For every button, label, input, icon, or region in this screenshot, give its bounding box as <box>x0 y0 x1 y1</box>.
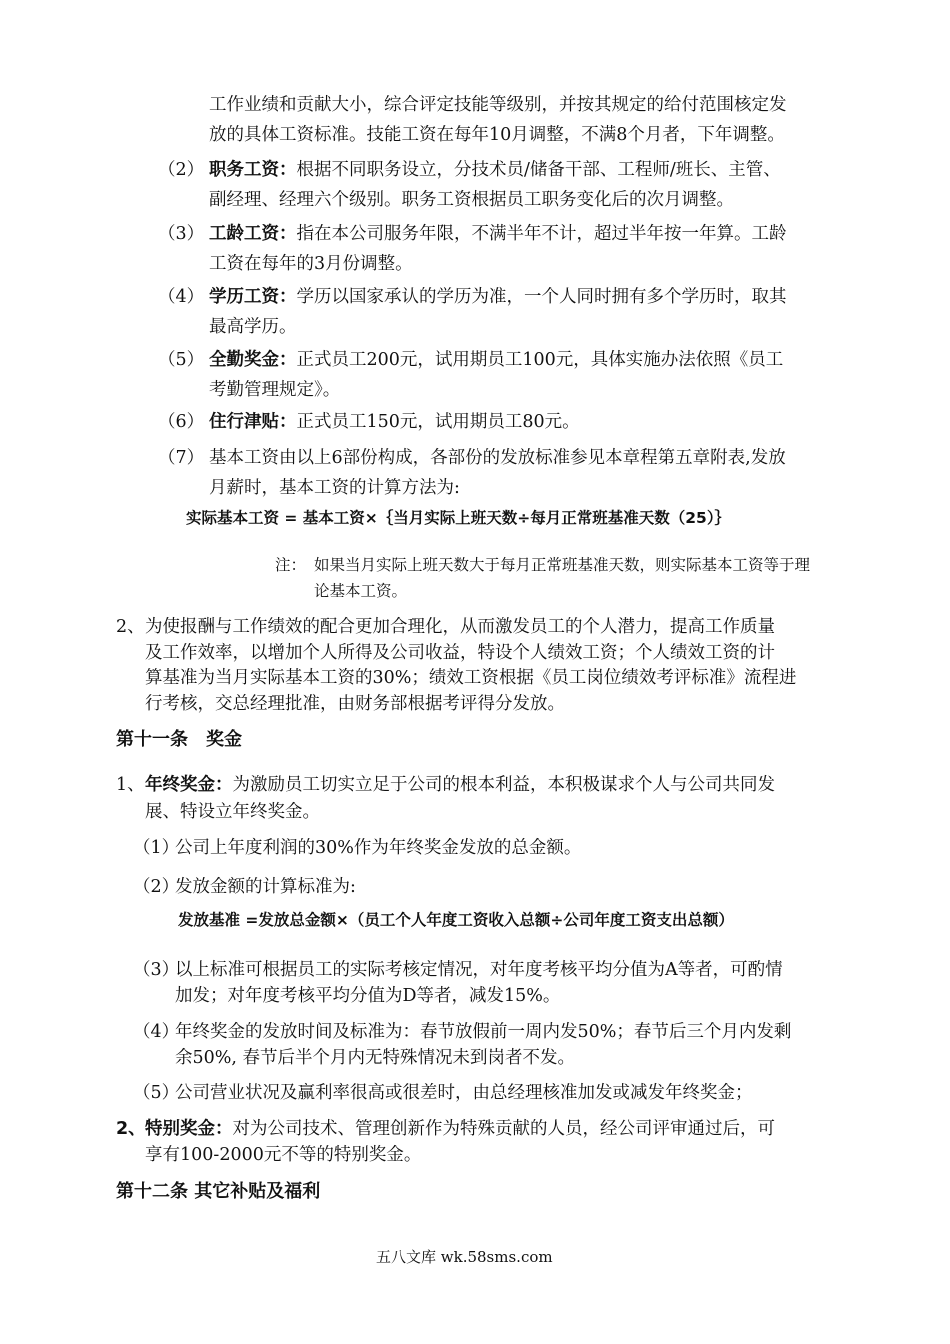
item-title: 职务工资： <box>209 160 297 180</box>
item-text-line2: 考勤管理规定》。 <box>209 380 341 400</box>
sub-number: （3） <box>133 960 180 980</box>
footer-watermark: 五八文库 wk.58sms.com <box>376 1248 553 1266</box>
item-text: 指在本公司服务年限，不满半年不计，超过半年按一年算。工龄 <box>296 224 787 244</box>
item-title: 全勤奖金： <box>209 350 297 370</box>
item-text: 学历以国家承认的学历为准，一个人同时拥有多个学历时，取其 <box>296 287 787 307</box>
sub-number: （1） <box>133 838 180 858</box>
item1-cont-line1: 工作业绩和贡献大小，综合评定技能等级别，并按其规定的给付范围核定发 <box>209 95 787 115</box>
list-item <box>209 345 783 375</box>
item-number: （7） <box>158 448 205 468</box>
item-text: 根据不同职务设立，分技术员/储备干部、工程师/班长、主管、 <box>296 160 781 180</box>
item-text: 基本工资由以上6部份构成，各部份的发放标准参见本章程第五章附表,发放 <box>209 448 786 468</box>
note-line1: 如果当月实际上班天数大于每月正常班基准天数，则实际基本工资等于理 <box>314 556 811 574</box>
item-number: （4） <box>158 287 205 307</box>
item-number: （5） <box>158 350 205 370</box>
item-text: 正式员工200元，试用期员工100元，具体实施办法依照《员工 <box>296 350 784 370</box>
note-label: 注： <box>275 556 307 574</box>
para2-line4: 行考核，交总经理批准，由财务部根据考评得分发放。 <box>145 694 565 714</box>
bonus-number: 2、 <box>116 1119 146 1139</box>
section-heading: 第十二条 其它补贴及福利 <box>116 1181 321 1202</box>
sub-text: 公司上年度利润的30%作为年终奖金发放的总金额。 <box>175 838 582 858</box>
sub-number: （2） <box>133 877 180 897</box>
sub-text-line2: 加发；对年度考核平均分值为D等者，减发15%。 <box>175 986 561 1006</box>
sub-text: 公司营业状况及赢利率很高或很差时，由总经理核准加发或减发年终奖金； <box>175 1083 753 1103</box>
item-text-line2: 工资在每年的3月份调整。 <box>209 254 413 274</box>
para2-line3: 算基准为当月实际基本工资的30%；绩效工资根据《员工岗位绩效考评标准》流程进 <box>145 668 797 688</box>
sub-text: 发放金额的计算标准为: <box>175 877 356 897</box>
item-title: 学历工资： <box>209 287 297 307</box>
sub-number: （4） <box>133 1022 180 1042</box>
sub-text: 年终奖金的发放时间及标准为：春节放假前一周内发50%；春节后三个月内发剩 <box>175 1022 792 1042</box>
bonus-title: 特别奖金： <box>145 1119 233 1139</box>
item1-cont-line2: 放的具体工资标准。技能工资在每年10月调整，不满8个月者，下年调整。 <box>209 125 785 145</box>
bonus-number: 1、 <box>116 775 145 795</box>
item-title: 住行津贴： <box>209 412 297 432</box>
sub-text-line2: 余50%, 春节后半个月内无特殊情况未到岗者不发。 <box>175 1048 576 1068</box>
list-item <box>209 282 787 312</box>
para-number: 2、 <box>116 617 145 637</box>
sub-number: （5） <box>133 1083 180 1103</box>
item-number: （3） <box>158 224 205 244</box>
item-text-line2: 最高学历。 <box>209 317 297 337</box>
item-number: （6） <box>158 412 205 432</box>
formula-basic-wage: 实际基本工资 = 基本工资×｛当月实际上班天数÷每月正常班基准天数（25）｝ <box>186 509 731 527</box>
list-item <box>209 407 580 437</box>
para2-line2: 及工作效率，以增加个人所得及公司收益，特设个人绩效工资；个人绩效工资的计 <box>145 643 775 663</box>
item-title: 工龄工资： <box>209 224 297 244</box>
bonus-text-line2: 享有100-2000元不等的特别奖金。 <box>145 1145 422 1165</box>
bonus-title: 年终奖金： <box>145 775 233 795</box>
bonus-text-line2: 展、特设立年终奖金。 <box>145 802 320 822</box>
formula-bonus: 发放基准 =发放总金额×（员工个人年度工资收入总额÷公司年度工资支出总额） <box>178 911 734 929</box>
item-text: 正式员工150元，试用期员工80元。 <box>296 412 580 432</box>
item-number: （2） <box>158 160 205 180</box>
bonus-item <box>145 770 775 800</box>
item-text-line2: 月薪时，基本工资的计算方法为: <box>209 478 460 498</box>
note-line2: 论基本工资。 <box>314 582 408 600</box>
bonus-text: 为激励员工切实立足于公司的根本利益，本积极谋求个人与公司共同发 <box>232 775 775 795</box>
list-item <box>209 155 781 185</box>
item-text-line2: 副经理、经理六个级别。职务工资根据员工职务变化后的次月调整。 <box>209 190 734 210</box>
sub-text: 以上标准可根据员工的实际考核定情况，对年度考核平均分值为A等者，可酌情 <box>175 960 783 980</box>
bonus-text: 对为公司技术、管理创新作为特殊贡献的人员，经公司评审通过后，可 <box>232 1119 775 1139</box>
section-heading: 第十一条 奖金 <box>116 729 242 750</box>
list-item <box>209 219 787 249</box>
para2-line1: 为使报酬与工作绩效的配合更加合理化，从而激发员工的个人潜力，提高工作质量 <box>145 617 775 637</box>
